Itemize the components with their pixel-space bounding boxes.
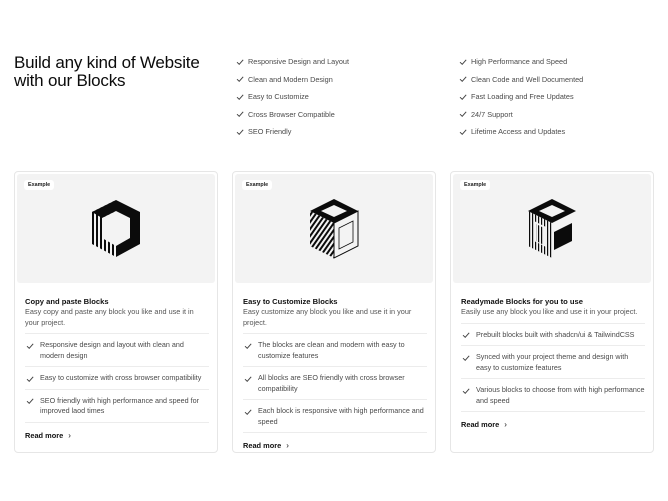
feature-label: Lifetime Access and Updates	[471, 127, 566, 137]
feature-card	[14, 171, 218, 453]
check-icon	[25, 374, 35, 384]
check-icon	[458, 92, 468, 102]
card-preview	[453, 174, 651, 283]
list-item-label: Prebuilt blocks built with shadcn/ui & TailwindCSS	[476, 329, 635, 339]
list-item-label: Synced with your project theme and design with easy to customize features	[476, 352, 629, 372]
check-icon	[235, 92, 245, 102]
feature-item	[458, 106, 583, 124]
page-title: Build any kind of Website with our Blocks	[14, 53, 200, 90]
card-body	[25, 296, 209, 443]
feature-item	[458, 53, 583, 71]
feature-item	[235, 106, 349, 124]
list-item	[243, 333, 427, 366]
list-item	[461, 345, 645, 378]
check-icon	[458, 57, 468, 67]
read-more-link[interactable]	[25, 422, 209, 440]
feature-list-right	[458, 53, 583, 141]
card-body	[243, 296, 427, 453]
list-item	[25, 389, 209, 422]
check-icon	[461, 353, 471, 363]
card-description: Easy customize any block you like and use it in your project.	[243, 307, 412, 327]
list-item	[461, 323, 645, 346]
feature-label: Clean Code and Well Documented	[471, 74, 584, 84]
list-item-label: Each block is responsive with high performance and speed	[258, 406, 424, 426]
example-badge: Example	[242, 180, 272, 190]
check-icon	[458, 127, 468, 137]
card-title: Easy to Customize Blocks	[243, 297, 338, 306]
list-item-label: Responsive design and layout with clean and modern design	[40, 340, 184, 360]
list-item	[25, 333, 209, 366]
feature-label: Cross Browser Compatible	[248, 109, 335, 119]
card-preview	[235, 174, 433, 283]
card-title: Readymade Blocks for you to use	[461, 297, 583, 306]
hexagon-logo-icon	[84, 197, 148, 261]
card-feature-list	[243, 333, 427, 432]
card-body	[461, 296, 645, 432]
list-item-label: SEO friendly with high performance and speed for improved laod times	[40, 395, 200, 415]
read-more-label: Read more	[461, 420, 500, 429]
check-icon	[461, 386, 471, 396]
list-item	[243, 366, 427, 399]
feature-item	[458, 71, 583, 89]
card-feature-list	[461, 323, 645, 412]
card-preview	[17, 174, 215, 283]
read-more-label: Read more	[243, 441, 282, 450]
read-more-label: Read more	[25, 430, 64, 440]
feature-item	[458, 88, 583, 106]
feature-label: Fast Loading and Free Updates	[471, 92, 574, 102]
chevron-right-icon: ›	[68, 430, 71, 440]
example-badge: Example	[460, 180, 490, 190]
list-item	[243, 399, 427, 432]
card-description: Easy copy and paste any block you like and use it in your project.	[25, 307, 194, 327]
example-badge: Example	[24, 180, 54, 190]
feature-item	[235, 123, 349, 141]
read-more-link[interactable]	[461, 411, 645, 429]
check-icon	[235, 57, 245, 67]
striped-cube-icon	[302, 197, 366, 261]
list-item-label: Various blocks to choose from with high performance and speed	[476, 385, 645, 405]
read-more-link[interactable]	[243, 432, 427, 450]
feature-item	[235, 88, 349, 106]
lined-cube-icon	[520, 197, 584, 261]
check-icon	[25, 396, 35, 406]
check-icon	[235, 127, 245, 137]
check-icon	[243, 374, 253, 384]
list-item-label: Easy to customize with cross browser compatibility	[40, 373, 202, 382]
feature-label: 24/7 Support	[471, 109, 513, 119]
check-icon	[243, 341, 253, 351]
feature-label: Responsive Design and Layout	[248, 57, 350, 67]
chevron-right-icon: ›	[286, 441, 289, 450]
check-icon	[235, 74, 245, 84]
check-icon	[461, 330, 471, 340]
feature-list-left	[235, 53, 349, 141]
check-icon	[458, 109, 468, 119]
feature-item	[235, 53, 349, 71]
feature-item	[235, 71, 349, 89]
feature-label: Easy to Customize	[248, 92, 309, 102]
feature-label: Clean and Modern Design	[248, 74, 333, 84]
feature-card	[450, 171, 654, 453]
card-feature-list	[25, 333, 209, 422]
list-item-label: The blocks are clean and modern with easy to customize features	[258, 340, 405, 360]
list-item-label: All blocks are SEO friendly with cross browser compatibility	[258, 373, 405, 393]
check-icon	[458, 74, 468, 84]
list-item	[25, 366, 209, 389]
feature-label: High Performance and Speed	[471, 57, 568, 67]
card-title: Copy and paste Blocks	[25, 297, 109, 306]
list-item	[461, 378, 645, 411]
check-icon	[235, 109, 245, 119]
check-icon	[243, 407, 253, 417]
feature-label: SEO Friendly	[248, 127, 292, 137]
chevron-right-icon: ›	[504, 420, 507, 429]
check-icon	[25, 341, 35, 351]
feature-card	[232, 171, 436, 453]
card-description: Easily use any block you like and use it in your project.	[461, 307, 638, 316]
feature-item	[458, 123, 583, 141]
